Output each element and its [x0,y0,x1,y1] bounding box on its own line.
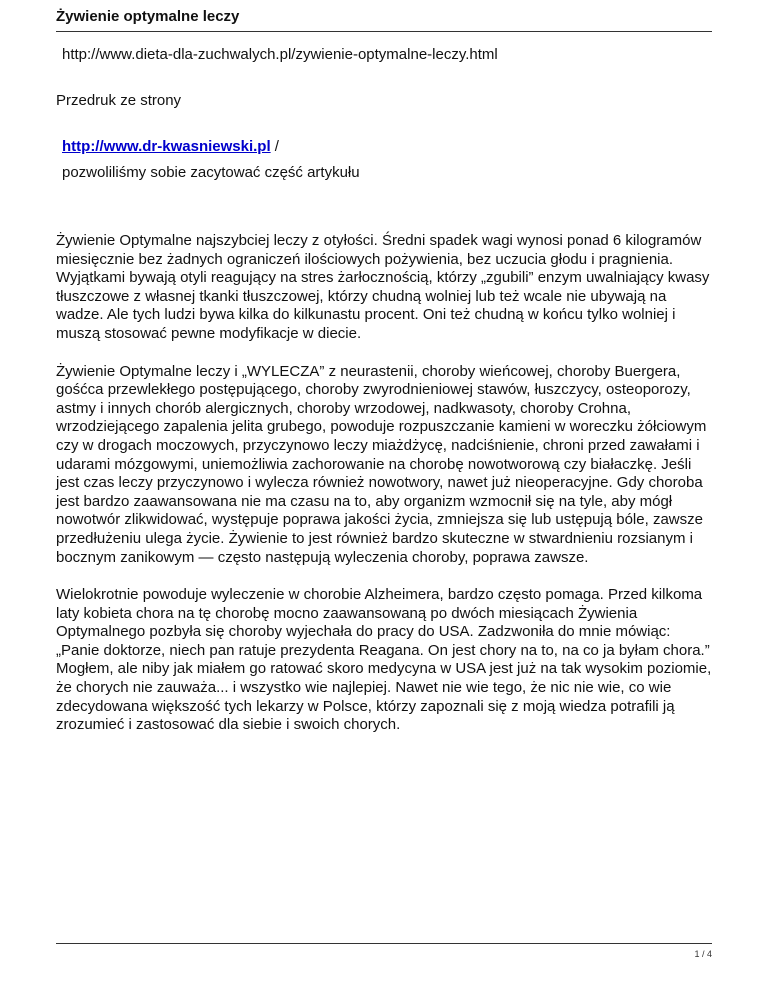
page-number: 1 / 4 [694,949,712,959]
article-paragraph: Wielokrotnie powoduje wyleczenie w chorobie Alzheimera, bardzo często pomaga. Przed kilkoma laty kobieta chora na tę chorobę mocno zaawansowaną po dwóch miesiącach Żywienia Optymalnego pozbyła się choroby wyjechała do pracy do USA. Zadzwoniła do mnie mówiąc: „Panie doktorze, niech pan ratuje prezydenta Reagana. On jest chory na to, na co ja byłam chora.” [56,586,710,659]
footer-divider [56,943,712,944]
reprint-label: Przedruk ze strony [56,92,182,109]
header-divider [56,31,712,32]
article-paragraph: Żywienie Optymalne leczy i „WYLECZA” z neurastenii, choroby wieńcowej, choroby Buergera, gośćca przewlekłego postępującego, choroby zwyrodnieniowej stawów, łuszczycy, osteoporozy, astmy i innych chorób alergicznych, choroby wrzodowej, nadkwasoty, choroby Crohna, wrzodziejącego zapalenia jelita grubego, powoduje rozpuszczanie kamieni w woreczku żółciowym czy w drogach moczowych, przyczynowo leczy miażdżycę, nadciśnienie, chroni przed zawałami i udarami mózgowymi, uniemożliwia zachorowanie na chorobę nowotworową czy białaczkę. Jeśli jest czas leczy przyczynowo i wylecza również nowotwory, nawet już nieoperacyjne. Gdy choroba jest bardzo zaawansowana nie ma czasu na to, aby organizm wzmocnił się na tyle, aby mógł nowotwór zlikwidować, występuje poprawa jakości życia, zmniejsza się lub ustępują bóle, zawsze przedłużeniu ulega życie. Żywienie to jest również bardzo skuteczne w stwardnieniu rozsianym i bocznym zanikowym — często następują wyleczenia choroby, poprawa zawsze. [56,362,707,566]
credit-link-line [62,138,279,156]
page-title: Żywienie optymalne leczy [56,8,240,25]
article-body [56,232,716,754]
link-suffix: / [270,138,279,155]
source-site-link[interactable]: http://www.dr-kwasniewski.pl [62,138,271,155]
source-url: http://www.dieta-dla-zuchwalych.pl/zywienie-optymalne-leczy.html [62,46,498,63]
article-paragraph: Żywienie Optymalne najszybciej leczy z otyłości. Średni spadek wagi wynosi ponad 6 kilogramów miesięcznie bez żadnych ograniczeń ilościowych pożywienia, bez uczucia głodu i pragnienia. Wyjątkami bywają otyli reagujący na stres żarłocznością, którzy „zgubili” enzym uwalniający kwasy tłuszczowe z własnej tkanki tłuszczowej, którzy chudną wolniej lub też wcale nie ubywają na wadze. Ale tych ludzi bywa kilka do kilkunastu procent. Oni też chudną w końcu tylko wolniej i muszą stosować pewne modyfikacje w diecie. [56,232,710,342]
page-header [56,8,712,26]
article-paragraph: Mogłem, ale niby jak miałem go ratować skoro medycyna w USA jest już na tak wysokim poziomie, że chorych nie zauważa... i wszystko wie najlepiej. Nawet nie wie tego, że nic nie wie, co wie zdecydowana większość tych lekarzy w Polsce, którzy zapoznali się z moją wiedza potrafili ją zrozumieć i zastosować dla siebie i swoich chorych. [56,660,712,734]
permission-note: pozwoliliśmy sobie zacytować część artykułu [62,164,360,181]
